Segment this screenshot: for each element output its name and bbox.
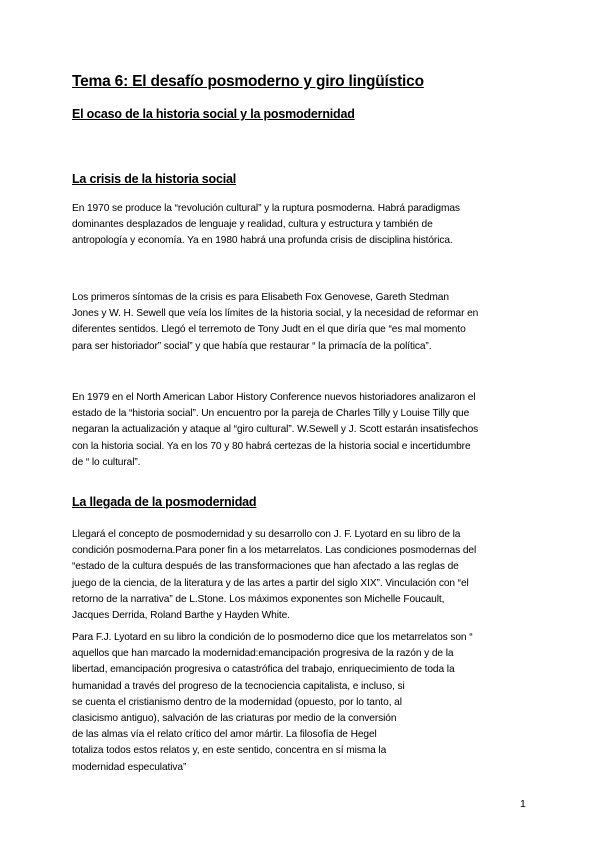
text-line: para ser historiador” social” y que había que restaurar “ la primacía de la política”. [72, 340, 432, 352]
text-line: totaliza todos estos relatos y, en este sentido, concentra en sí misma la [72, 745, 387, 757]
text-line: Llegará el concepto de posmodernidad y su desarrollo con J. F. Lyotard en su libro de la [72, 529, 461, 540]
text-line: de “ lo cultural”. [72, 456, 141, 468]
text-line: modernidad especulativa” [72, 761, 187, 773]
text-line: humanidad a través del progreso de la tecnociencia capitalista, e incluso, si [72, 680, 405, 692]
paragraph-posmodernidad-1 [72, 527, 542, 624]
text-line: libertad, emancipación progresiva o catastrófica del trabajo, enriquecimiento de toda la [72, 664, 455, 676]
text-line: “estado de la cultura después de las transformaciones que han afectado a las reglas de [72, 561, 459, 573]
text-line: juego de la ciencia, de la literatura y de las artes a partir del siglo XIX”. Vinculación con “el [72, 577, 469, 589]
text-line: dominantes desplazados de lenguaje y realidad, cultura y estructura y también de [72, 219, 433, 231]
section-heading-posmodernidad: La llegada de la posmodernidad [72, 495, 257, 509]
text-line: En 1970 se produce la “revolución cultural” y la ruptura posmoderna. Habrá paradigmas [72, 203, 460, 214]
paragraph-crisis-1 [72, 201, 542, 250]
text-line: estado de la “historia social”. Un encuentro por la pareja de Charles Tilly y Louise Tilly que [72, 408, 470, 420]
paragraph-crisis-3 [72, 390, 542, 471]
section-heading-crisis: La crisis de la historia social [72, 172, 237, 186]
paragraph-posmodernidad-2 [72, 630, 542, 776]
document-subtitle: El ocaso de la historia social y la posmodernidad [72, 107, 355, 121]
paragraph-crisis-2 [72, 290, 542, 355]
text-line: aquellos que han marcado la modernidad:emancipación progresiva de la razón y de la [72, 648, 454, 660]
text-line: condición posmoderna.Para poner fin a los metarrelatos. Las condiciones posmodernas del [72, 545, 477, 557]
text-line: negaran la actualización y ataque al “giro cultural”. W.Sewell y J. Scott estarán insatisfechos [72, 424, 479, 436]
text-line: de las almas vía el relato crítico del amor mártir. La filosofía de Hegel [72, 729, 377, 741]
text-line: con la historia social. Ya en los 70 y 80 habrá certezas de la historia social e incertidumbre [72, 440, 471, 452]
text-line: En 1979 en el North American Labor History Conference nuevos historiadores analizaron el [72, 392, 476, 403]
text-line: clasicismo antiguo), salvación de las criaturas por medio de la conversión [72, 713, 397, 725]
text-line: antropología y economía. Ya en 1980 habrá una profunda crisis de disciplina histórica. [72, 235, 453, 247]
text-line: Jacques Derrida, Roland Barthe y Hayden White. [72, 610, 290, 622]
page-number: 1 [520, 798, 526, 810]
text-line: Para F.J. Lyotard en su libro la condición de lo posmoderno dice que los metarrelatos son “ [72, 632, 473, 643]
text-line: Jones y W. H. Sewell que veía los límites de la historia social, y la necesidad de reformar en [72, 308, 479, 320]
document-title: Tema 6: El desafío posmoderno y giro lingüístico [72, 73, 424, 90]
text-line: diferentes sentidos. Llegó el terremoto de Tony Judt en el que diría que “es mal momento [72, 324, 466, 336]
text-line: retorno de la narrativa” de L.Stone. Los máximos exponentes son Michelle Foucault, [72, 593, 445, 605]
text-line: se cuenta el cristianismo dentro de la modernidad (opuesto, por lo tanto, al [72, 696, 402, 708]
text-line: Los primeros síntomas de la crisis es para Elisabeth Fox Genovese, Gareth Stedman [72, 292, 449, 303]
